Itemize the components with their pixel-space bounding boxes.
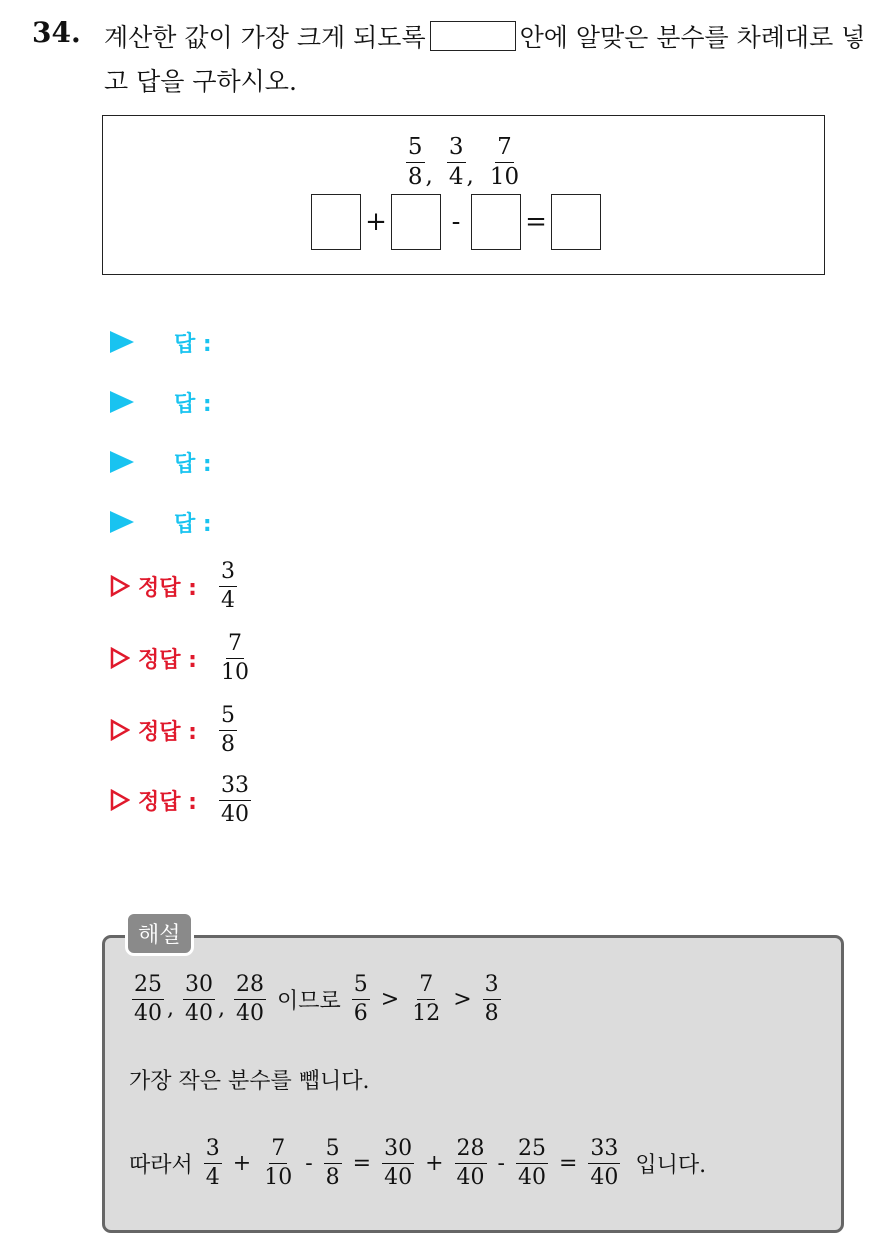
blank-box-icon <box>430 21 516 51</box>
numerator: 28 <box>234 974 266 1000</box>
correct-answer-line <box>110 556 237 616</box>
answer-fraction <box>219 702 237 757</box>
operator: + <box>232 1151 252 1176</box>
answer-label: 답 : <box>174 331 212 357</box>
denominator: 40 <box>236 1001 264 1026</box>
fraction-choices <box>103 136 824 189</box>
fraction <box>455 1138 487 1189</box>
numerator: 25 <box>132 974 164 1000</box>
comma: , <box>218 996 225 1021</box>
numerator: 33 <box>219 775 251 801</box>
choice-fraction <box>447 136 466 189</box>
compare-symbol: > <box>380 987 400 1012</box>
numerator: 30 <box>183 974 215 1000</box>
denominator: 40 <box>185 1001 213 1026</box>
denominator: 6 <box>353 1001 368 1026</box>
numerator: 28 <box>455 1138 487 1164</box>
fraction <box>204 1138 222 1189</box>
equation-terms <box>201 1138 624 1189</box>
outline-triangle-icon <box>110 647 130 669</box>
denominator: 40 <box>517 1165 546 1190</box>
explanation-suffix: 입니다. <box>635 1153 707 1178</box>
numerator: 3 <box>219 561 237 587</box>
correct-answer-label: 정답 : <box>138 719 197 745</box>
numerator: 3 <box>483 974 501 1000</box>
empty-box <box>471 194 521 250</box>
fraction <box>132 974 164 1025</box>
explanation-prefix: 따라서 <box>129 1153 193 1178</box>
comma: , <box>466 163 474 189</box>
denominator: 40 <box>456 1165 485 1190</box>
correct-answer-line <box>110 770 251 830</box>
fraction <box>588 1138 620 1189</box>
play-triangle-icon <box>110 511 134 533</box>
fraction <box>234 974 266 1025</box>
operator: = <box>352 1151 372 1176</box>
outline-triangle-icon <box>110 719 130 741</box>
problem-box <box>102 115 825 275</box>
answer-line <box>110 492 212 552</box>
question-text-part2: 안에 알맞은 분수를 차례대로 넣고 답을 구하시오. <box>104 23 866 96</box>
answer-label: 답 : <box>174 451 212 477</box>
explanation-line-3 <box>129 1138 706 1189</box>
denominator: 10 <box>489 164 520 190</box>
outline-triangle-icon <box>110 789 130 811</box>
denominator: 4 <box>205 1165 220 1190</box>
fraction <box>183 974 215 1025</box>
denominator: 40 <box>134 1001 162 1026</box>
correct-answer-label: 정답 : <box>138 789 197 815</box>
numerator: 7 <box>269 1138 287 1164</box>
numerator: 7 <box>226 633 244 659</box>
denominator: 4 <box>220 587 235 613</box>
answer-line <box>110 312 212 372</box>
fraction <box>410 974 442 1025</box>
denominator: 8 <box>484 1001 499 1026</box>
numerator: 3 <box>447 136 466 163</box>
denominator: 8 <box>407 164 423 190</box>
denominator: 40 <box>384 1165 413 1190</box>
fraction <box>324 1138 342 1189</box>
correct-answer-label: 정답 : <box>138 647 197 673</box>
numerator: 30 <box>382 1138 414 1164</box>
fraction <box>516 1138 548 1189</box>
explanation-panel <box>102 935 844 1233</box>
comma: , <box>167 996 174 1021</box>
play-triangle-icon <box>110 391 134 413</box>
denominator: 40 <box>590 1165 619 1190</box>
operator: - <box>497 1151 505 1176</box>
answer-fraction <box>219 630 251 685</box>
denominator: 8 <box>325 1165 340 1190</box>
answer-label: 답 : <box>174 391 212 417</box>
numerator: 7 <box>417 974 435 1000</box>
denominator: 10 <box>220 659 249 685</box>
answer-line <box>110 372 212 432</box>
fraction <box>352 974 370 1025</box>
choice-fraction <box>406 136 425 189</box>
correct-answer-line <box>110 700 237 760</box>
correct-answer-label: 정답 : <box>138 575 197 601</box>
numerator: 3 <box>204 1138 222 1164</box>
fraction <box>483 974 501 1025</box>
fraction <box>382 1138 414 1189</box>
question-text-part1: 계산한 값이 가장 크게 되도록 <box>104 23 426 52</box>
comma: , <box>425 163 433 189</box>
denominator: 12 <box>412 1001 441 1026</box>
question-text <box>104 16 874 104</box>
fraction <box>262 1138 294 1189</box>
empty-box <box>311 194 361 250</box>
equation-row <box>311 194 601 250</box>
explanation-line-2: 가장 작은 분수를 뺍니다. <box>129 1069 370 1094</box>
explanation-tag: 해설 <box>125 911 194 956</box>
denominator: 10 <box>264 1165 293 1190</box>
operator: - <box>451 207 461 237</box>
numerator: 5 <box>324 1138 342 1164</box>
correct-answer-line <box>110 628 251 688</box>
numerator: 33 <box>588 1138 620 1164</box>
play-triangle-icon <box>110 331 134 353</box>
answer-fraction <box>219 772 251 827</box>
operator: = <box>558 1151 578 1176</box>
play-triangle-icon <box>110 451 134 473</box>
numerator: 5 <box>406 136 425 163</box>
denominator: 4 <box>448 164 464 190</box>
numerator: 5 <box>352 974 370 1000</box>
denominator: 40 <box>220 801 249 827</box>
operator: = <box>525 207 547 237</box>
empty-box <box>391 194 441 250</box>
answer-fraction <box>219 558 237 613</box>
numerator: 25 <box>516 1138 548 1164</box>
operator: + <box>425 1151 444 1176</box>
answer-line <box>110 432 212 492</box>
compare-symbol: > <box>453 987 472 1012</box>
numerator: 5 <box>219 705 237 731</box>
explanation-line-1 <box>129 974 504 1025</box>
choice-fraction <box>488 136 521 189</box>
explanation-text: 이므로 <box>277 989 341 1014</box>
question-number: 34. <box>32 16 81 49</box>
outline-triangle-icon <box>110 575 130 597</box>
operator: + <box>365 207 387 237</box>
answer-label: 답 : <box>174 511 212 537</box>
denominator: 8 <box>220 731 235 757</box>
numerator: 7 <box>495 136 514 163</box>
empty-box <box>551 194 601 250</box>
operator: - <box>305 1151 313 1176</box>
